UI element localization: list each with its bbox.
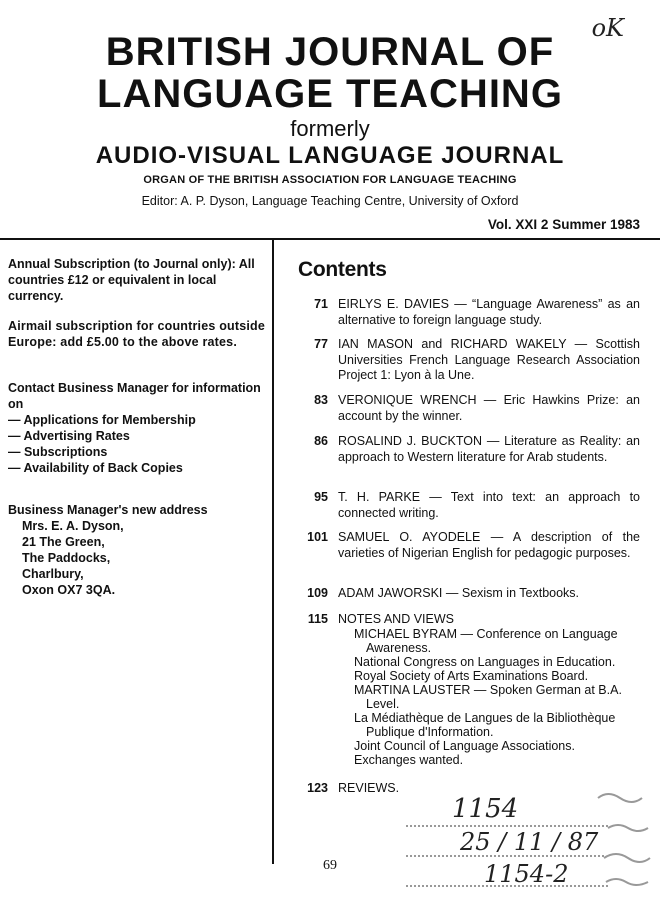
organ-line: ORGAN OF THE BRITISH ASSOCIATION FOR LANGUAGE TEACHING [143, 174, 517, 186]
contact-item: — Advertising Rates [8, 429, 130, 443]
address-block [22, 518, 280, 598]
contact-item: — Subscriptions [8, 445, 108, 459]
formerly-label: formerly [290, 116, 370, 141]
address-line: 21 The Green, [22, 535, 105, 549]
entry-page: 95 [314, 490, 328, 504]
airmail-info: Airmail subscription for countries outside Europe: add £5.00 to the above rates. [8, 319, 266, 349]
former-title: AUDIO-VISUAL LANGUAGE JOURNAL [95, 142, 565, 169]
address-line: Mrs. E. A. Dyson, [22, 519, 124, 533]
entry-text: IAN MASON and RICHARD WAKELY — Scottish Universities French Language Research Association Project 1: Lyon à la Une. [338, 337, 640, 382]
page-number: 69 [323, 858, 337, 873]
notes-item: National Congress on Languages in Education. [354, 655, 616, 669]
entry-text: SAMUEL O. AYODELE — A description of the varieties of Nigerian English for pedagogic purposes. [338, 530, 640, 560]
address-line: Charlbury, [22, 567, 84, 581]
entry-text: REVIEWS. [338, 781, 400, 795]
entry-text: NOTES AND VIEWS [338, 612, 454, 626]
header-rule [0, 238, 660, 240]
notes-item: MICHAEL BYRAM — Conference on Language Awareness. [354, 627, 618, 655]
contact-item: — Applications for Membership [8, 413, 196, 427]
notes-list [354, 627, 640, 767]
contact-heading: Contact Business Manager for information on [8, 381, 261, 411]
notes-item: MARTINA LAUSTER — Spoken German at B.A. Level. [354, 683, 622, 711]
entry-text: ROSALIND J. BUCKTON — Literature as Reality: an approach to Western literature for Arab students. [338, 434, 640, 464]
handwritten-ok-mark: oK [591, 14, 624, 42]
entry-page: 115 [307, 612, 328, 626]
entry-page: 101 [307, 530, 328, 544]
notes-item: Royal Society of Arts Examinations Board. [354, 669, 589, 683]
stamp-number: 1154 [452, 794, 519, 824]
entry-page: 109 [307, 586, 328, 600]
entry-text: T. H. PARKE — Text into text: an approach to connected writing. [338, 490, 640, 520]
contact-item: — Availability of Back Copies [8, 461, 183, 475]
journal-title-line1: BRITISH JOURNAL OF [105, 30, 555, 74]
address-heading: Business Manager's new address [8, 503, 208, 517]
library-stamp [398, 778, 660, 900]
notes-item: Joint Council of Language Associations. [354, 739, 575, 753]
notes-item: Exchanges wanted. [354, 753, 464, 767]
contents-heading: Contents [298, 258, 387, 281]
subscription-info: Annual Subscription (to Journal only): All countries £12 or equivalent in local currency. [8, 257, 255, 303]
contact-list [8, 412, 266, 476]
journal-title-line2: LANGUAGE TEACHING [97, 72, 563, 116]
stamp-date: 25 / 11 / 87 [460, 828, 599, 856]
entry-page: 77 [314, 337, 328, 351]
entry-page: 123 [307, 781, 328, 795]
address-line: Oxon OX7 3QA. [22, 583, 116, 597]
entry-page: 86 [314, 434, 328, 448]
stamp-serial: 1154-2 [484, 860, 569, 888]
address-line: The Paddocks, [22, 551, 111, 565]
volume-info: Vol. XXI 2 Summer 1983 [487, 217, 640, 232]
entry-text: VERONIQUE WRENCH — Eric Hawkins Prize: an account by the winner. [338, 393, 640, 423]
entry-page: 71 [314, 297, 328, 311]
entry-page: 83 [314, 393, 328, 407]
entry-text: EIRLYS E. DAVIES — “Language Awareness” as an alternative to foreign language study. [338, 297, 640, 327]
notes-item: La Médiathèque de Langues de la Bibliothèque Publique d'Information. [354, 711, 616, 739]
editor-line: Editor: A. P. Dyson, Language Teaching Centre, University of Oxford [141, 194, 519, 208]
entry-text: ADAM JAWORSKI — Sexism in Textbooks. [338, 586, 580, 600]
